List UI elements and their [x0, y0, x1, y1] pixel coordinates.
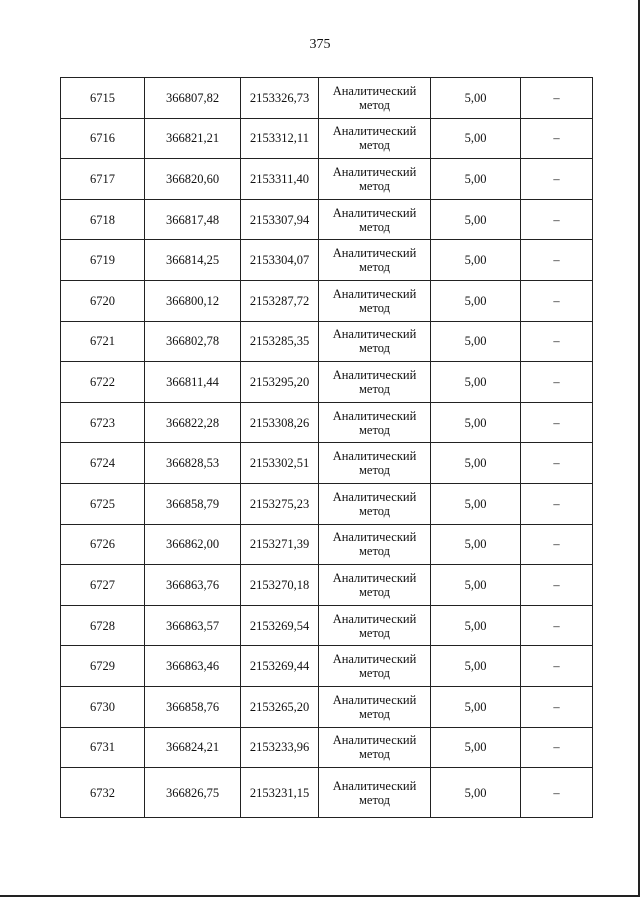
method-line-1: Аналитический — [332, 286, 417, 301]
accuracy-cell: 5,00 — [431, 280, 521, 321]
table-row — [61, 565, 593, 606]
point-number-cell: 6732 — [61, 768, 145, 818]
x-coordinate-cell: 366807,82 — [145, 78, 241, 119]
note-cell: – — [521, 483, 593, 524]
note-cell: – — [521, 565, 593, 606]
method-line-2: метод — [358, 544, 390, 559]
method-cell — [319, 686, 431, 727]
method-line-1: Аналитический — [332, 652, 417, 667]
x-coordinate-cell: 366817,48 — [145, 199, 241, 240]
table-row — [61, 402, 593, 443]
x-coordinate-cell: 366863,57 — [145, 605, 241, 646]
note-cell: – — [521, 768, 593, 818]
note-cell: – — [521, 605, 593, 646]
point-number-cell: 6727 — [61, 565, 145, 606]
point-number-cell: 6723 — [61, 402, 145, 443]
method-cell — [319, 605, 431, 646]
method-line-2: метод — [358, 138, 390, 153]
point-number-cell: 6722 — [61, 362, 145, 403]
method-cell — [319, 524, 431, 565]
y-coordinate-cell: 2153265,20 — [241, 686, 319, 727]
note-cell: – — [521, 646, 593, 687]
x-coordinate-cell: 366811,44 — [145, 362, 241, 403]
method-line-1: Аналитический — [332, 530, 417, 545]
method-cell — [319, 240, 431, 281]
point-number-cell: 6716 — [61, 118, 145, 159]
method-line-1: Аналитический — [332, 692, 417, 707]
accuracy-cell: 5,00 — [431, 159, 521, 200]
x-coordinate-cell: 366858,76 — [145, 686, 241, 727]
table-row — [61, 605, 593, 646]
table-row — [61, 727, 593, 768]
y-coordinate-cell: 2153231,15 — [241, 768, 319, 818]
accuracy-cell: 5,00 — [431, 565, 521, 606]
x-coordinate-cell: 366828,53 — [145, 443, 241, 484]
y-coordinate-cell: 2153271,39 — [241, 524, 319, 565]
note-cell: – — [521, 321, 593, 362]
method-cell — [319, 646, 431, 687]
accuracy-cell: 5,00 — [431, 483, 521, 524]
x-coordinate-cell: 366826,75 — [145, 768, 241, 818]
method-line-1: Аналитический — [332, 408, 417, 423]
y-coordinate-cell: 2153285,35 — [241, 321, 319, 362]
method-cell — [319, 727, 431, 768]
method-line-2: метод — [358, 584, 390, 599]
y-coordinate-cell: 2153304,07 — [241, 240, 319, 281]
method-line-1: Аналитический — [332, 733, 417, 748]
accuracy-cell: 5,00 — [431, 118, 521, 159]
method-cell — [319, 565, 431, 606]
accuracy-cell: 5,00 — [431, 768, 521, 818]
method-line-1: Аналитический — [332, 778, 417, 793]
method-line-1: Аналитический — [332, 205, 417, 220]
x-coordinate-cell: 366821,21 — [145, 118, 241, 159]
accuracy-cell: 5,00 — [431, 646, 521, 687]
table-row — [61, 159, 593, 200]
x-coordinate-cell: 366862,00 — [145, 524, 241, 565]
y-coordinate-cell: 2153270,18 — [241, 565, 319, 606]
point-number-cell: 6730 — [61, 686, 145, 727]
x-coordinate-cell: 366863,46 — [145, 646, 241, 687]
table-row — [61, 240, 593, 281]
method-line-1: Аналитический — [332, 367, 417, 382]
method-line-2: метод — [358, 178, 390, 193]
method-cell — [319, 402, 431, 443]
method-line-1: Аналитический — [332, 164, 417, 179]
note-cell: – — [521, 402, 593, 443]
note-cell: – — [521, 443, 593, 484]
y-coordinate-cell: 2153275,23 — [241, 483, 319, 524]
point-number-cell: 6725 — [61, 483, 145, 524]
method-cell — [319, 443, 431, 484]
method-cell — [319, 362, 431, 403]
accuracy-cell: 5,00 — [431, 78, 521, 119]
accuracy-cell: 5,00 — [431, 727, 521, 768]
note-cell: – — [521, 159, 593, 200]
coordinates-table-body — [61, 78, 593, 818]
method-line-2: метод — [358, 97, 390, 112]
accuracy-cell: 5,00 — [431, 605, 521, 646]
note-cell: – — [521, 78, 593, 119]
x-coordinate-cell: 366858,79 — [145, 483, 241, 524]
method-line-1: Аналитический — [332, 449, 417, 464]
point-number-cell: 6718 — [61, 199, 145, 240]
y-coordinate-cell: 2153326,73 — [241, 78, 319, 119]
accuracy-cell: 5,00 — [431, 402, 521, 443]
point-number-cell: 6721 — [61, 321, 145, 362]
x-coordinate-cell: 366863,76 — [145, 565, 241, 606]
method-line-2: метод — [358, 422, 390, 437]
x-coordinate-cell: 366824,21 — [145, 727, 241, 768]
method-line-2: метод — [358, 463, 390, 478]
method-line-2: метод — [358, 300, 390, 315]
accuracy-cell: 5,00 — [431, 240, 521, 281]
y-coordinate-cell: 2153308,26 — [241, 402, 319, 443]
method-line-2: метод — [358, 381, 390, 396]
x-coordinate-cell: 366802,78 — [145, 321, 241, 362]
method-cell — [319, 199, 431, 240]
note-cell: – — [521, 686, 593, 727]
method-cell — [319, 768, 431, 818]
table-row — [61, 118, 593, 159]
coordinates-table — [60, 77, 593, 818]
point-number-cell: 6724 — [61, 443, 145, 484]
table-row — [61, 78, 593, 119]
y-coordinate-cell: 2153295,20 — [241, 362, 319, 403]
x-coordinate-cell: 366822,28 — [145, 402, 241, 443]
table-row — [61, 768, 593, 818]
point-number-cell: 6731 — [61, 727, 145, 768]
method-line-2: метод — [358, 666, 390, 681]
method-line-2: метод — [358, 706, 390, 721]
note-cell: – — [521, 118, 593, 159]
accuracy-cell: 5,00 — [431, 686, 521, 727]
accuracy-cell: 5,00 — [431, 443, 521, 484]
table-row — [61, 686, 593, 727]
method-line-2: метод — [358, 341, 390, 356]
point-number-cell: 6726 — [61, 524, 145, 565]
point-number-cell: 6720 — [61, 280, 145, 321]
accuracy-cell: 5,00 — [431, 524, 521, 565]
y-coordinate-cell: 2153311,40 — [241, 159, 319, 200]
method-line-1: Аналитический — [332, 83, 417, 98]
method-line-2: метод — [358, 747, 390, 762]
method-cell — [319, 78, 431, 119]
method-cell — [319, 321, 431, 362]
y-coordinate-cell: 2153312,11 — [241, 118, 319, 159]
table-row — [61, 646, 593, 687]
table-row — [61, 199, 593, 240]
y-coordinate-cell: 2153233,96 — [241, 727, 319, 768]
table-row — [61, 524, 593, 565]
method-line-1: Аналитический — [332, 489, 417, 504]
point-number-cell: 6729 — [61, 646, 145, 687]
method-line-2: метод — [358, 625, 390, 640]
accuracy-cell: 5,00 — [431, 362, 521, 403]
method-cell — [319, 483, 431, 524]
note-cell: – — [521, 240, 593, 281]
table-row — [61, 321, 593, 362]
page-number: 375 — [309, 37, 331, 52]
table-row — [61, 280, 593, 321]
note-cell: – — [521, 727, 593, 768]
method-cell — [319, 159, 431, 200]
method-line-2: метод — [358, 792, 390, 807]
method-line-2: метод — [358, 219, 390, 234]
method-cell — [319, 280, 431, 321]
note-cell: – — [521, 199, 593, 240]
x-coordinate-cell: 366814,25 — [145, 240, 241, 281]
method-line-1: Аналитический — [332, 246, 417, 261]
y-coordinate-cell: 2153269,54 — [241, 605, 319, 646]
method-line-2: метод — [358, 503, 390, 518]
method-line-1: Аналитический — [332, 570, 417, 585]
table-row — [61, 483, 593, 524]
note-cell: – — [521, 280, 593, 321]
point-number-cell: 6719 — [61, 240, 145, 281]
table-row — [61, 362, 593, 403]
method-cell — [319, 118, 431, 159]
y-coordinate-cell: 2153302,51 — [241, 443, 319, 484]
table-row — [61, 443, 593, 484]
accuracy-cell: 5,00 — [431, 321, 521, 362]
method-line-2: метод — [358, 260, 390, 275]
method-line-1: Аналитический — [332, 611, 417, 626]
point-number-cell: 6717 — [61, 159, 145, 200]
y-coordinate-cell: 2153287,72 — [241, 280, 319, 321]
y-coordinate-cell: 2153269,44 — [241, 646, 319, 687]
method-line-1: Аналитический — [332, 327, 417, 342]
note-cell: – — [521, 362, 593, 403]
method-line-1: Аналитический — [332, 124, 417, 139]
point-number-cell: 6728 — [61, 605, 145, 646]
x-coordinate-cell: 366800,12 — [145, 280, 241, 321]
point-number-cell: 6715 — [61, 78, 145, 119]
x-coordinate-cell: 366820,60 — [145, 159, 241, 200]
accuracy-cell: 5,00 — [431, 199, 521, 240]
note-cell: – — [521, 524, 593, 565]
y-coordinate-cell: 2153307,94 — [241, 199, 319, 240]
